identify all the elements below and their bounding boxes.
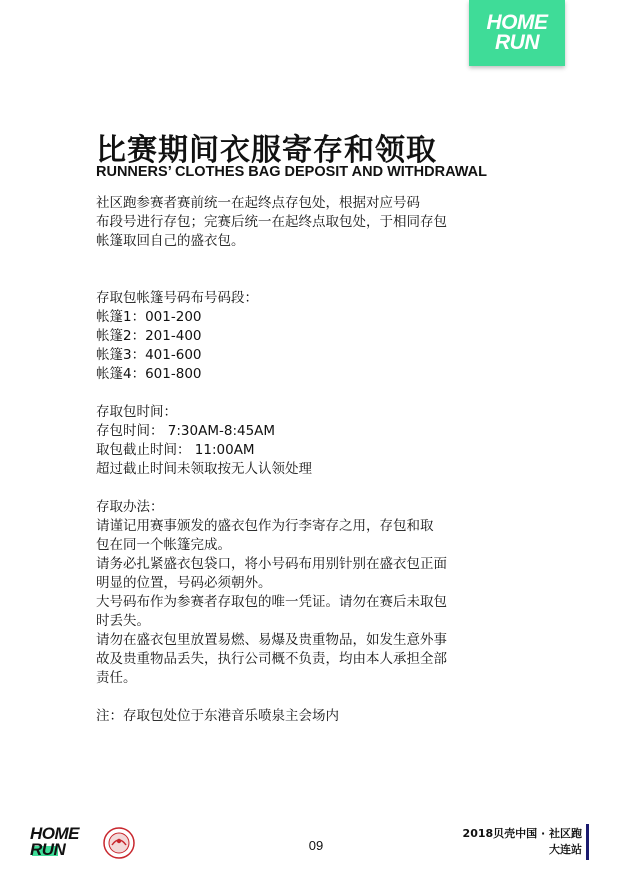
intro-line: 布段号进行存包；完赛后统一在起终点取包处，于相同存包 <box>96 214 447 230</box>
footer-logo-line2: RUN <box>30 840 66 859</box>
method-line: 请务必扎紧盛衣包袋口，将小号码布用别针别在盛衣包正面 <box>96 556 447 572</box>
location-note: 注：存取包处位于东港音乐喷泉主会场内 <box>96 708 339 724</box>
page-number: 09 <box>308 838 324 853</box>
times-heading: 存取包时间： <box>96 404 177 420</box>
logo-line2: RUN <box>495 31 539 54</box>
tent-item: 帐篷2：201-400 <box>96 328 202 344</box>
method-line: 时丢失。 <box>96 613 150 629</box>
logo-line1: HOME <box>486 11 548 34</box>
tent-item: 帐篷1：001-200 <box>96 309 202 325</box>
method-line: 大号码布作为参赛者存取包的唯一凭证。请勿在赛后未取包 <box>96 594 447 610</box>
intro-line: 帐篷取回自己的盛衣包。 <box>96 233 245 249</box>
time-item: 取包截止时间： 11:00AM <box>96 442 255 458</box>
page-subtitle: RUNNERS’ CLOTHES BAG DEPOSIT AND WITHDRAWAL <box>96 164 487 180</box>
tents-heading: 存取包帐篷号码布号码段： <box>96 290 258 306</box>
tent-item: 帐篷4：601-800 <box>96 366 202 382</box>
method-line: 责任。 <box>96 670 137 686</box>
tent-item: 帐篷3：401-600 <box>96 347 202 363</box>
event-station: 大连站 <box>549 843 582 856</box>
event-name: 2018贝壳中国 · 社区跑 <box>462 827 582 840</box>
association-seal-icon <box>100 826 138 860</box>
intro-line: 社区跑参赛者赛前统一在起终点存包处，根据对应号码 <box>96 195 420 211</box>
time-item: 存包时间： 7:30AM-8:45AM <box>96 423 276 439</box>
footer-home-run-logo <box>30 826 96 860</box>
method-line: 包在同一个帐篷完成。 <box>96 537 231 553</box>
method-line: 请谨记用赛事颁发的盛衣包作为行李寄存之用，存包和取 <box>96 518 434 534</box>
footer-logo-line1: HOME <box>30 824 79 843</box>
method-line: 请勿在盛衣包里放置易燃、易爆及贵重物品，如发生意外事 <box>96 632 447 648</box>
page-title: 比赛期间衣服寄存和领取 <box>96 133 437 168</box>
footer-divider <box>586 824 589 860</box>
content-body <box>96 194 536 726</box>
home-run-logo <box>469 0 565 66</box>
method-line: 明显的位置，号码必须朝外。 <box>96 575 272 591</box>
method-line: 故及贵重物品丢失，执行公司概不负责，均由本人承担全部 <box>96 651 447 667</box>
method-heading: 存取办法： <box>96 499 164 515</box>
time-item: 超过截止时间未领取按无人认领处理 <box>96 461 312 477</box>
event-info <box>463 826 582 858</box>
